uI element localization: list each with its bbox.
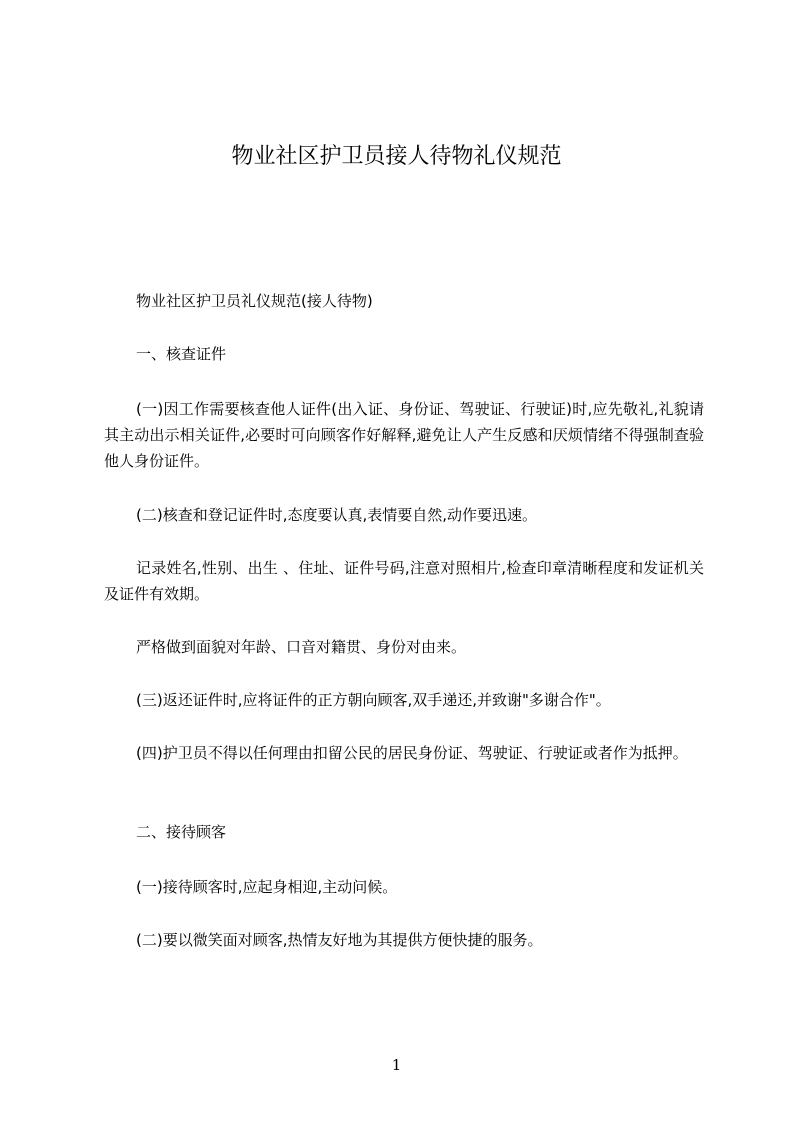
document-title: 物业社区护卫员接人待物礼仪规范 — [231, 144, 562, 169]
paragraph-subtitle: 物业社区护卫员礼仪规范(接人待物) — [136, 292, 373, 310]
paragraph-verify-identity: 严格做到面貌对年龄、口音对籍贯、身份对由来。 — [136, 638, 467, 656]
paragraph-check-item-1: (一)因工作需要核查他人证件(出入证、身份证、驾驶证、行驶证)时,应先敬礼,礼貌请其主动出示相关证件,必要时可向顾客作好解释,避免让人产生反感和厌烦情绪不得强制查验他人身份证件。 — [104, 400, 704, 470]
paragraph-guest-item-2: (二)要以微笑面对顾客,热情友好地为其提供方便快捷的服务。 — [136, 931, 543, 949]
paragraph-check-item-3: (三)返还证件时,应将证件的正方朝向顾客,双手递还,并致谢"多谢合作"。 — [136, 691, 611, 709]
paragraph-guest-item-1: (一)接待顾客时,应起身相迎,主动问候。 — [136, 878, 398, 896]
section-heading-check-documents: 一、核查证件 — [136, 345, 227, 363]
paragraph-check-item-2: (二)核查和登记证件时,态度要认真,表情要自然,动作要迅速。 — [136, 506, 538, 524]
paragraph-check-item-4: (四)护卫员不得以任何理由扣留公民的居民身份证、驾驶证、行驶证或者作为抵押。 — [136, 744, 688, 762]
paragraph-record-info: 记录姓名,性别、出生 、住址、证件号码,注意对照相片,检查印章清晰程度和发证机关及证件有效期。 — [104, 559, 704, 603]
section-heading-receive-guests: 二、接待顾客 — [136, 823, 227, 841]
page-number: 1 — [391, 1056, 402, 1074]
